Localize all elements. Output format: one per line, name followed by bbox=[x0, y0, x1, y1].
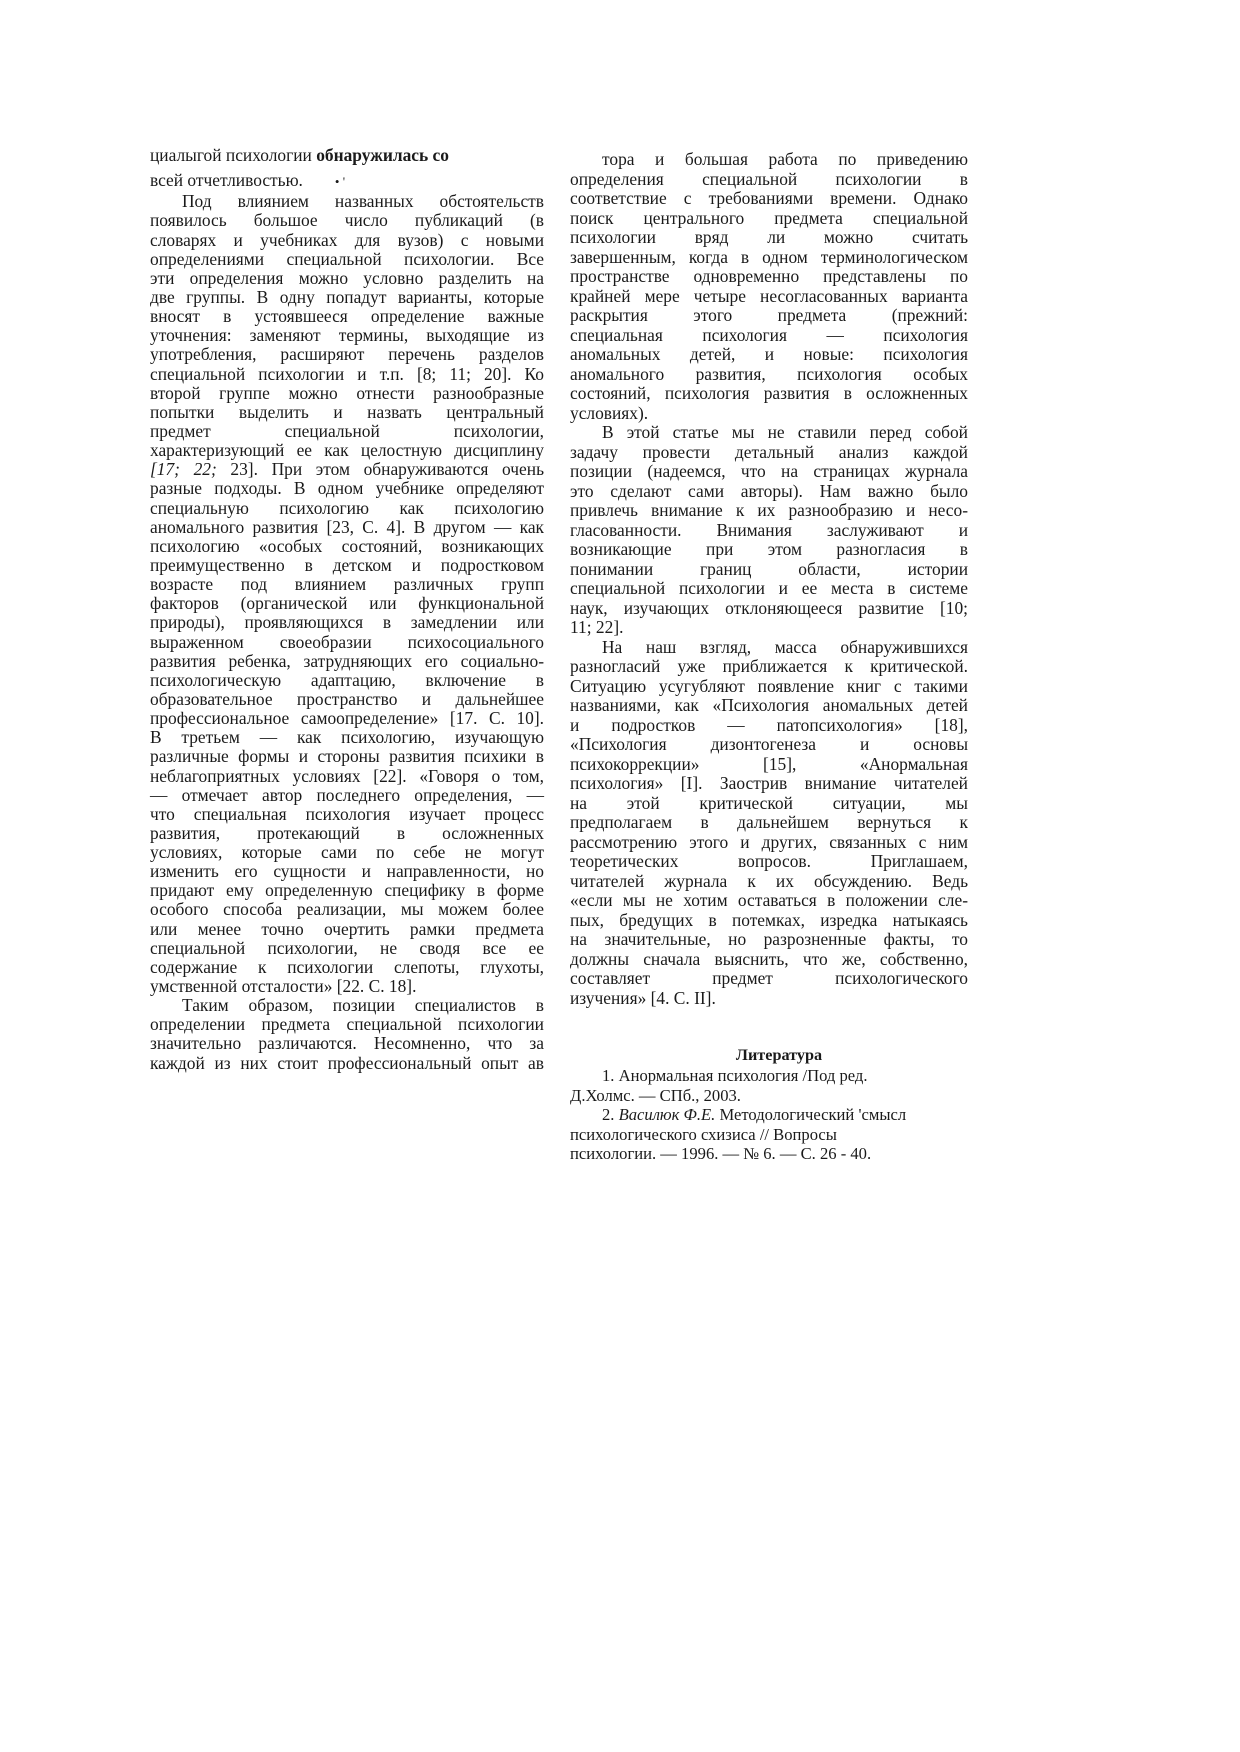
text-line: словарях и учебниках для вузов) с новыми bbox=[150, 229, 544, 250]
text-line: специальной психологии и т.п. [8; 11; 20]. Ко bbox=[150, 363, 544, 384]
text-line: составляет предмет психологического bbox=[570, 968, 968, 988]
paragraph bbox=[570, 150, 968, 423]
text-line: развития ребенка, затрудняющих его социально- bbox=[150, 650, 544, 671]
text-line: и подростков — патопсихология» [18], bbox=[570, 714, 968, 735]
text-line: условиях). bbox=[570, 402, 649, 423]
text-line: На наш взгляд, масса обнаружившихся bbox=[602, 636, 968, 657]
text-line: аномального развития, психология особых bbox=[570, 363, 968, 384]
text-line: предполагаем в дальнейшем вернуться к bbox=[570, 812, 968, 832]
text-segment: 23]. При этом обнаруживаются очень bbox=[216, 459, 544, 480]
text-line: крайней мере четыре несогласованных варианта bbox=[570, 285, 968, 306]
text-line: предмет специальной психологии, bbox=[150, 420, 544, 441]
text-line: преимущественно в детском и подростковом bbox=[150, 554, 544, 575]
text-segment: Д.Холмс. — СПб., 2003. bbox=[570, 1085, 741, 1105]
reference-item bbox=[570, 1105, 968, 1164]
text-line: специальной психологии, не сводя все ее bbox=[150, 937, 544, 958]
text-line: образовательное пространство и дальнейшее bbox=[150, 688, 544, 709]
text-line: различные формы и стороны развития психики в bbox=[150, 746, 544, 767]
text-line: изучения» [4. С. II]. bbox=[570, 987, 716, 1008]
text-line: профессиональное самоопределение» [17. С. 10]. bbox=[150, 708, 544, 729]
text-line: понимании границ области, истории bbox=[570, 558, 968, 579]
text-line: психология» [I]. Заострив внимание читателей bbox=[570, 773, 968, 793]
text-line: изменить его сущности и направленности, но bbox=[150, 861, 544, 882]
text-line: наук, изучающих отклоняющееся развитие [10; bbox=[570, 597, 968, 618]
text-line: возникающие при этом разногласия в bbox=[570, 539, 968, 559]
intro-text: всей отчетливостью. bbox=[150, 170, 303, 191]
text-segment: психологии. — 1996. — № 6. — С. 26 - 40. bbox=[570, 1144, 872, 1164]
text-line: развития, протекающий в осложненных bbox=[150, 822, 544, 843]
text-line: употребления, расширяют перечень разделов bbox=[150, 344, 544, 365]
text-segment: Методологический 'смысл bbox=[715, 1105, 907, 1125]
text-line bbox=[150, 460, 544, 479]
text-line: неблагоприятных условиях [22]. «Говоря о том, bbox=[150, 765, 544, 786]
paragraph bbox=[150, 996, 544, 1073]
reference-item bbox=[570, 1066, 968, 1105]
text-line: определения специальной психологии в bbox=[570, 168, 968, 189]
text-line: две группы. В одну попадут варианты, которые bbox=[150, 286, 544, 307]
text-line: факторов (органической или функциональной bbox=[150, 593, 544, 614]
text-line: природы), проявляющихся в замедлении или bbox=[150, 612, 544, 633]
text-line: на этой критической ситуации, мы bbox=[570, 792, 968, 813]
text-line: придают ему определенную специфику в форме bbox=[150, 880, 544, 901]
text-line: аномального развития [23, С. 4]. В другом — как bbox=[150, 516, 544, 537]
text-line: вносят в устоявшееся определение важные bbox=[150, 306, 544, 327]
text-line: попытки выделить и назвать центральный bbox=[150, 401, 544, 422]
text-segment: 2. bbox=[602, 1105, 619, 1125]
text-line: содержание к психологии слепоты, глухоты, bbox=[150, 956, 544, 977]
text-segment: [17; 22; bbox=[150, 459, 217, 480]
text-line: умственной отсталости» [22. С. 18]. bbox=[150, 976, 417, 997]
text-line: поиск центрального предмета специальной bbox=[570, 207, 968, 228]
intro-line-2 bbox=[150, 171, 544, 190]
text-line: соответствие с требованиями времени. Однако bbox=[570, 188, 968, 208]
text-line: характеризующий ее как целостную дисциплину bbox=[150, 440, 544, 461]
text-line: специальной психологии и ее места в системе bbox=[570, 578, 968, 598]
right-paragraphs bbox=[570, 150, 968, 1008]
text-line: «Психология дизонтогенеза и основы bbox=[570, 734, 968, 754]
text-line: рассмотрению этого и других, связанных с ним bbox=[570, 831, 968, 852]
text-line: теоретических вопросов. Приглашаем, bbox=[570, 851, 968, 871]
left-paragraphs bbox=[150, 192, 544, 1072]
text-line: специальная психология — психология bbox=[570, 324, 968, 345]
references-list bbox=[570, 1066, 968, 1164]
scan-mark: • ' bbox=[334, 174, 346, 190]
intro-line-1 bbox=[150, 146, 544, 165]
text-line: гласованности. Внимания заслуживают и bbox=[570, 519, 968, 540]
paragraph bbox=[150, 192, 544, 996]
text-line: раскрытия этого предмета (прежний: bbox=[570, 305, 968, 325]
text-line: тора и большая работа по приведению bbox=[602, 149, 968, 169]
text-line: Ситуацию усугубляют появление книг с такими bbox=[570, 675, 968, 696]
reference-line bbox=[570, 1066, 968, 1086]
left-column bbox=[150, 146, 544, 1073]
text-line: определении предмета специальной психологии bbox=[150, 1014, 544, 1035]
text-line: Таким образом, позиции специалистов в bbox=[182, 995, 544, 1016]
text-line: значительно различаются. Несомненно, что за bbox=[150, 1033, 544, 1054]
text-line: В третьем — как психологию, изучающую bbox=[150, 727, 544, 748]
text-line: завершенным, когда в одном терминологическом bbox=[570, 246, 968, 267]
text-line: появилось большое число публикаций (в bbox=[150, 210, 544, 231]
text-line: В этой статье мы не ставили перед собой bbox=[602, 422, 968, 442]
text-line: на значительные, но разрозненные факты, то bbox=[570, 929, 968, 949]
text-line: позиции (надеемся, что на страницах журнала bbox=[570, 461, 968, 481]
text-line: Под влиянием названных обстоятельств bbox=[182, 191, 544, 212]
text-line: определениями специальной психологии. Все bbox=[150, 248, 544, 269]
reference-line bbox=[570, 1125, 968, 1145]
text-line: эти определения можно условно разделить на bbox=[150, 267, 544, 288]
text-line: это сделают сами авторы). Нам важно было bbox=[570, 480, 968, 501]
text-line: привлечь внимание к их разнообразию и несо- bbox=[570, 500, 968, 520]
text-line: выраженном своеобразии психосоциального bbox=[150, 631, 544, 652]
text-line: названиями, как «Психология аномальных детей bbox=[570, 695, 968, 715]
text-segment: 1. Анормальная психология /Под ред. bbox=[602, 1066, 868, 1085]
text-line: аномальных детей, и новые: психология bbox=[570, 344, 968, 364]
paragraph bbox=[570, 638, 968, 1009]
text-line: «если мы не хотим оставаться в положении сле- bbox=[570, 890, 968, 910]
reference-line bbox=[570, 1144, 968, 1164]
text-segment: психологического схизиса // Вопросы bbox=[570, 1124, 837, 1144]
text-line: должны сначала выяснить, что же, собственно, bbox=[570, 948, 968, 969]
text-line: пых, бредущих в потемках, изредка натыкаясь bbox=[570, 909, 968, 930]
text-line: что специальная психология изучает процесс bbox=[150, 803, 544, 824]
text-line: возрасте под влиянием различных групп bbox=[150, 574, 544, 595]
text-line: — отмечает автор последнего определения, — bbox=[150, 784, 544, 805]
text-line: 11; 22]. bbox=[570, 617, 624, 637]
references-section bbox=[570, 1044, 968, 1164]
text-line: особого способа реализации, мы можем более bbox=[150, 899, 544, 920]
text-line: задачу провести детальный анализ каждой bbox=[570, 441, 968, 462]
text-line: каждой из них стоит профессиональный опыт ав bbox=[150, 1052, 544, 1073]
text-line: разногласий уже приближается к критической. bbox=[570, 656, 968, 676]
right-column bbox=[570, 150, 968, 1008]
text-line: специальную психологию как психологию bbox=[150, 497, 544, 518]
references-heading: Литература bbox=[735, 1046, 823, 1064]
text-line: читателей журнала к их обсуждению. Ведь bbox=[570, 870, 968, 891]
text-line: состояний, психология развития в осложненных bbox=[570, 383, 968, 403]
text-line: психокоррекции» [15], «Анормальная bbox=[570, 753, 968, 774]
text-segment: Василюк Ф.Е. bbox=[618, 1105, 716, 1125]
text-line: психологическую адаптацию, включение в bbox=[150, 669, 544, 690]
text-line: психологию «особых состояний, возникающих bbox=[150, 535, 544, 556]
text-line: пространстве одновременно представлены по bbox=[570, 266, 968, 286]
text-line: уточнения: заменяют термины, выходящие из bbox=[150, 325, 544, 346]
intro-bold-text: обнаружилась со bbox=[316, 145, 449, 165]
text-line: условиях, которые сами по себе не могут bbox=[150, 842, 544, 863]
text-line: или менее точно очертить рамки предмета bbox=[150, 918, 544, 939]
text-line: психологии вряд ли можно считать bbox=[570, 227, 968, 247]
text-line: второй группе можно отнести разнообразные bbox=[150, 382, 544, 403]
text-line: разные подходы. В одном учебнике определяют bbox=[150, 478, 544, 499]
reference-line bbox=[570, 1105, 968, 1125]
intro-text: циалыгой психологии bbox=[150, 145, 317, 165]
reference-line bbox=[570, 1086, 968, 1106]
paragraph bbox=[570, 423, 968, 638]
